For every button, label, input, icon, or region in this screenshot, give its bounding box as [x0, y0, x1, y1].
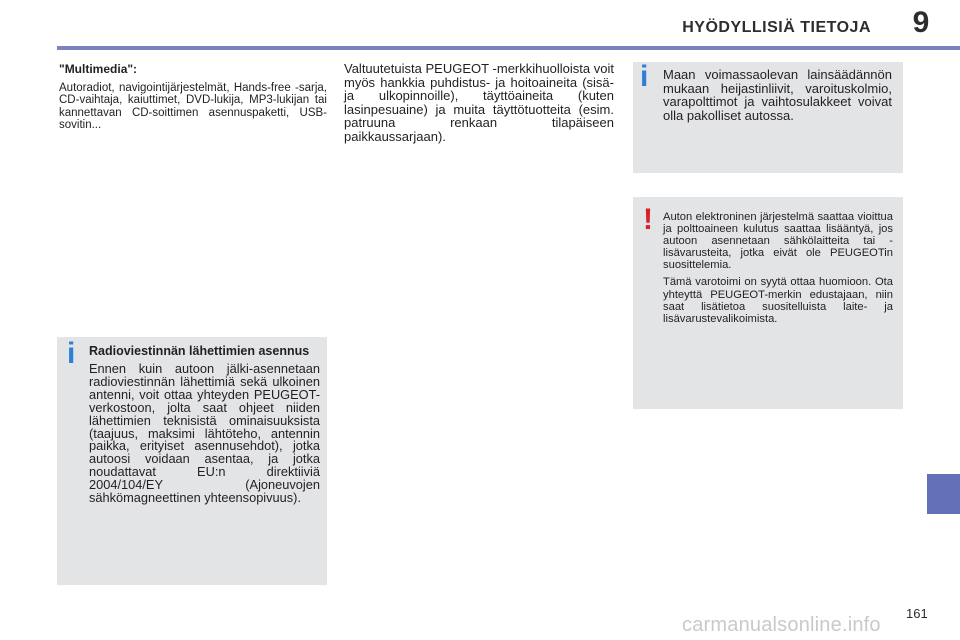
multimedia-section: [59, 63, 327, 132]
chapter-side-tab: [927, 474, 960, 514]
header-rule: [57, 46, 960, 50]
watermark: carmanualsonline.info: [682, 614, 881, 636]
multimedia-body: Autoradiot, navigointijärjestelmät, Hands-free -sarja, CD-vaihtaja, kaiuttimet, DVD-lukija, MP3-lukijan tai kannettavan CD-soittimen asennuspaketti, USB-sovitin...: [59, 81, 327, 132]
radio-info-box: [57, 337, 327, 585]
electronics-warning-box: [633, 197, 903, 409]
mandatory-box-content: [663, 68, 892, 122]
info-icon: i: [67, 337, 76, 370]
accessories-paragraph: Valtuutetuista PEUGEOT -merkkihuolloista voit myös hankkia puhdistus- ja hoitoaineita (sisä- ja ulkopinnoille), täyttöaineita (kuten lasinpesuaine) ja muita täyttötuotteita (esim. patruuna renkaan tilapäiseen paikkaussarjaan).: [344, 61, 614, 144]
warning-paragraph-1: Auton elektroninen järjestelmä saattaa vioittua ja polttoaineen kulutus saattaa lisääntyä, jos autoon asennetaan sähkölaitteita tai -lisävarusteita, jotka eivät ole PEUGEOTin suosittelemia.: [663, 211, 893, 272]
radio-box-content: [89, 345, 320, 505]
multimedia-heading: "Multimedia":: [59, 62, 138, 76]
chapter-number: 9: [912, 6, 930, 39]
warning-box-content: [663, 211, 893, 330]
warning-paragraph-2: Tämä varotoimi on syytä ottaa huomioon. Ota yhteyttä PEUGEOT-merkin edustajaan, niin saat lisätietoa suositelluista laite- ja lisävarustevalikoimista.: [663, 276, 893, 325]
section-title: HYÖDYLLISIÄ TIETOJA: [682, 19, 871, 36]
radio-box-title: Radioviestinnän lähettimien asennus: [89, 344, 310, 358]
mandatory-box-body: Maan voimassaolevan lainsäädännön mukaan heijastinliivit, varoituskolmio, varapolttimot ja vaihtosulakkeet voivat olla pakolliset autossa.: [663, 67, 892, 123]
exclamation-icon: !: [643, 203, 653, 236]
mandatory-equipment-box: [633, 62, 903, 173]
info-icon: i: [640, 60, 649, 93]
page-number: 161: [906, 606, 928, 621]
radio-box-body: Ennen kuin autoon jälki-asennetaan radioviestinnän lähettimiä sekä ulkoinen antenni, voit ottaa yhteyden PEUGEOT-verkostoon, jolta saat ohjeet niiden lähettimien teknisistä ominaisuuksista (taajuus, maksimi lähtöteho, antennin paikka, erityiset asennusehdot), jotka autoosi voidaan asentaa, ja jotka noudattavat EU:n direktiiviä 2004/104/EY (Ajoneuvojen sähkömagneettinen yhteensopivuus).: [89, 361, 320, 506]
